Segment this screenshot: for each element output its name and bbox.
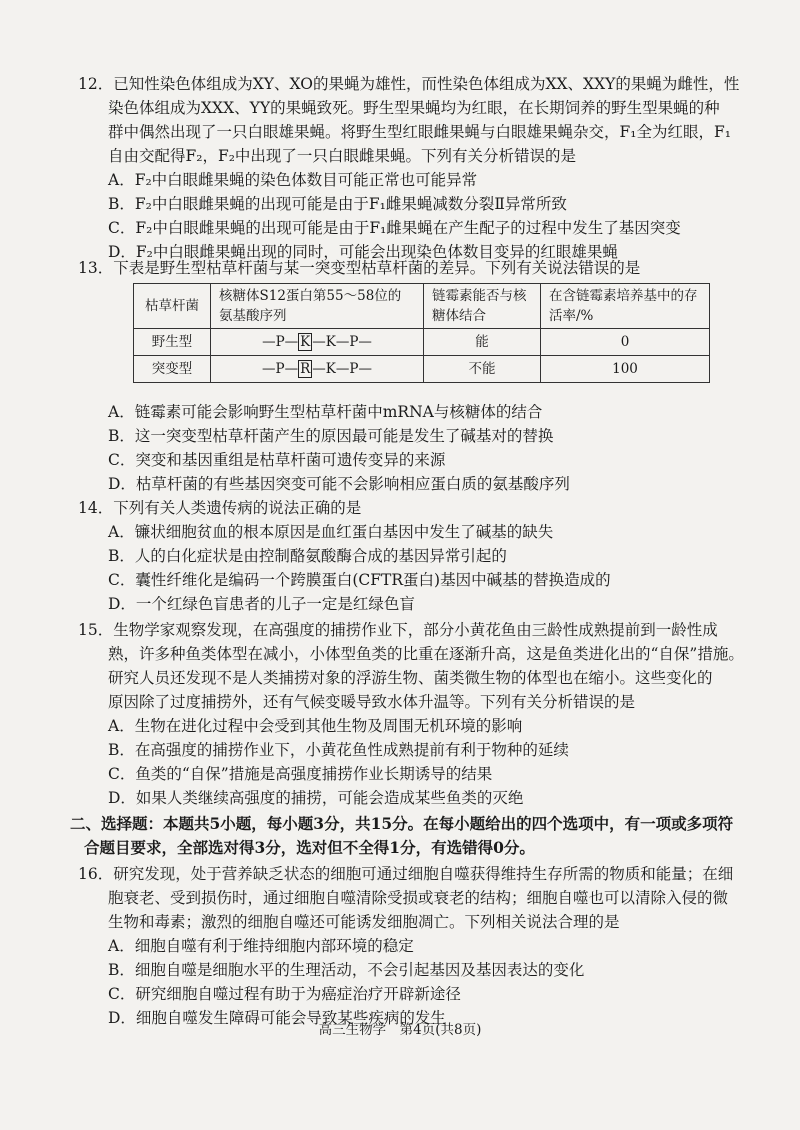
question-stem-line: 15．生物学家观察发现，在高强度的捕捞作业下，部分小黄花鱼由三龄性成熟提前到一龄性成 xyxy=(78,621,718,639)
question-13-options xyxy=(78,400,754,496)
option-a: A．镰状细胞贫血的根本原因是血红蛋白基因中发生了碱基的缺失 xyxy=(108,523,554,541)
page-footer: 高三生物学 第4页(共8页) xyxy=(318,1022,482,1038)
question-stem-line: 原因除了过度捕捞外，还有气候变暖导致水体升温等。下列有关分析错误的是 xyxy=(108,693,636,711)
strain-name: 野生型 xyxy=(134,329,211,356)
header-text: 活率/% xyxy=(549,308,594,324)
binding-result: 不能 xyxy=(424,356,541,383)
survival-rate: 0 xyxy=(541,329,710,356)
table-header-cell xyxy=(541,284,710,329)
question-stem-line: 胞衰老、受到损伤时，通过细胞自噬清除受损或衰老的结构；细胞自噬也可以清除入侵的微 xyxy=(108,889,729,907)
table-row xyxy=(134,356,710,383)
sequence-part: —P— xyxy=(262,361,299,377)
option-b: B．人的白化症状是由控制酪氨酸酶合成的基因异常引起的 xyxy=(108,547,507,565)
comparison-table xyxy=(133,283,710,383)
option-d: D．枯草杆菌的有些基因突变可能不会影响相应蛋白质的氨基酸序列 xyxy=(108,475,570,493)
binding-result: 能 xyxy=(424,329,541,356)
question-15 xyxy=(78,618,754,810)
table-header-cell: 枯草杆菌 xyxy=(134,284,211,329)
option-d: D．F₂中白眼雌果蝇出现的同时，可能会出现染色体数目变异的红眼雄果蝇 xyxy=(108,243,618,261)
question-16 xyxy=(78,862,754,1030)
question-stem-line: 熟，许多种鱼类体型在减小，小体型鱼类的比重在逐渐升高，这是鱼类进化出的“自保”措施。 xyxy=(108,645,744,663)
question-14 xyxy=(78,496,754,616)
question-stem-line: 自由交配得F₂，F₂中出现了一只白眼雌果蝇。下列有关分析错误的是 xyxy=(108,147,576,165)
boxed-residue: R xyxy=(300,361,311,377)
question-stem-line: 研究人员还发现不是人类捕捞对象的浮游生物、菌类微生物的体型也在缩小。这些变化的 xyxy=(108,669,713,687)
amino-acid-sequence xyxy=(211,356,424,383)
question-stem-line: 生物和毒素；激烈的细胞自噬还可能诱发细胞凋亡。下列相关说法合理的是 xyxy=(108,913,620,931)
question-stem: 14．下列有关人类遗传病的说法正确的是 xyxy=(78,499,362,517)
sequence-part: —K—P— xyxy=(312,361,372,377)
header-text: 糖体结合 xyxy=(432,308,486,324)
table-row xyxy=(134,329,710,356)
section-heading-line: 二、选择题：本题共5小题，每小题3分，共15分。在每小题给出的四个选项中，有一项或多项符 xyxy=(70,814,734,833)
option-a: A．细胞自噬有利于维持细胞内部环境的稳定 xyxy=(108,937,414,955)
option-d: D．如果人类继续高强度的捕捞，可能会造成某些鱼类的灭绝 xyxy=(108,789,524,807)
question-stem: 13．下表是野生型枯草杆菌与某一突变型枯草杆菌的差异。下列有关说法错误的是 xyxy=(78,259,641,277)
option-b: B．F₂中白眼雌果蝇的出现可能是由于F₁雌果蝇减数分裂Ⅱ异常所致 xyxy=(108,195,567,213)
question-stem-line: 16．研究发现，处于营养缺乏状态的细胞可通过细胞自噬获得维持生存所需的物质和能量；在细 xyxy=(78,865,734,883)
option-c: C．F₂中白眼雌果蝇的出现可能是由于F₁雌果蝇在产生配子的过程中发生了基因突变 xyxy=(108,219,681,237)
table-header-cell xyxy=(424,284,541,329)
option-a: A．生物在进化过程中会受到其他生物及周围无机环境的影响 xyxy=(108,717,523,735)
option-b: B．这一突变型枯草杆菌产生的原因最可能是发生了碱基对的替换 xyxy=(108,427,554,445)
option-d: D．一个红绿色盲患者的儿子一定是红绿色盲 xyxy=(108,595,415,613)
boxed-residue: K xyxy=(300,334,311,350)
question-12 xyxy=(78,72,754,264)
option-a: A．链霉素可能会影响野生型枯草杆菌中mRNA与核糖体的结合 xyxy=(108,403,543,421)
option-c: C．研究细胞自噬过程有助于为癌症治疗开辟新途径 xyxy=(108,985,461,1003)
option-a: A．F₂中白眼雌果蝇的染色体数目可能正常也可能异常 xyxy=(108,171,478,189)
header-text: 在含链霉素培养基中的存 xyxy=(549,288,698,304)
section-heading xyxy=(70,812,746,860)
option-b: B．在高强度的捕捞作业下，小黄花鱼性成熟提前有利于物种的延续 xyxy=(108,741,569,759)
option-c: C．鱼类的“自保”措施是高强度捕捞作业长期诱导的结果 xyxy=(108,765,493,783)
strain-name: 突变型 xyxy=(134,356,211,383)
section-heading-line: 合题目要求，全部选对得3分，选对但不全得1分，有选错得0分。 xyxy=(84,838,535,857)
option-c: C．突变和基因重组是枯草杆菌可遗传变异的来源 xyxy=(108,451,446,469)
sequence-part: —P— xyxy=(262,334,299,350)
question-stem-line: 12．已知性染色体组成为XY、XO的果蝇为雄性，而性染色体组成为XX、XXY的果蝇为雌性，性 xyxy=(78,75,740,93)
question-stem-line: 染色体组成为XXX、YY的果蝇致死。野生型果蝇均为红眼，在长期饲养的野生型果蝇的种 xyxy=(108,99,720,117)
sequence-part: —K—P— xyxy=(312,334,372,350)
option-c: C．囊性纤维化是编码一个跨膜蛋白(CFTR蛋白)基因中碱基的替换造成的 xyxy=(108,571,611,589)
table-header-cell xyxy=(211,284,424,329)
survival-rate: 100 xyxy=(541,356,710,383)
amino-acid-sequence xyxy=(211,329,424,356)
header-text: 氨基酸序列 xyxy=(219,308,287,324)
option-d: D．细胞自噬发生障碍可能会导致某些疾病的发生 xyxy=(108,1009,446,1027)
question-13 xyxy=(78,256,754,280)
header-text: 链霉素能否与核 xyxy=(432,288,527,304)
table-header-row xyxy=(134,284,710,329)
option-b: B．细胞自噬是细胞水平的生理活动，不会引起基因及基因表达的变化 xyxy=(108,961,585,979)
question-stem-line: 群中偶然出现了一只白眼雄果蝇。将野生型红眼雌果蝇与白眼雄果蝇杂交，F₁全为红眼，F₁ xyxy=(108,123,731,141)
header-text: 核糖体S12蛋白第55～58位的 xyxy=(219,288,402,304)
